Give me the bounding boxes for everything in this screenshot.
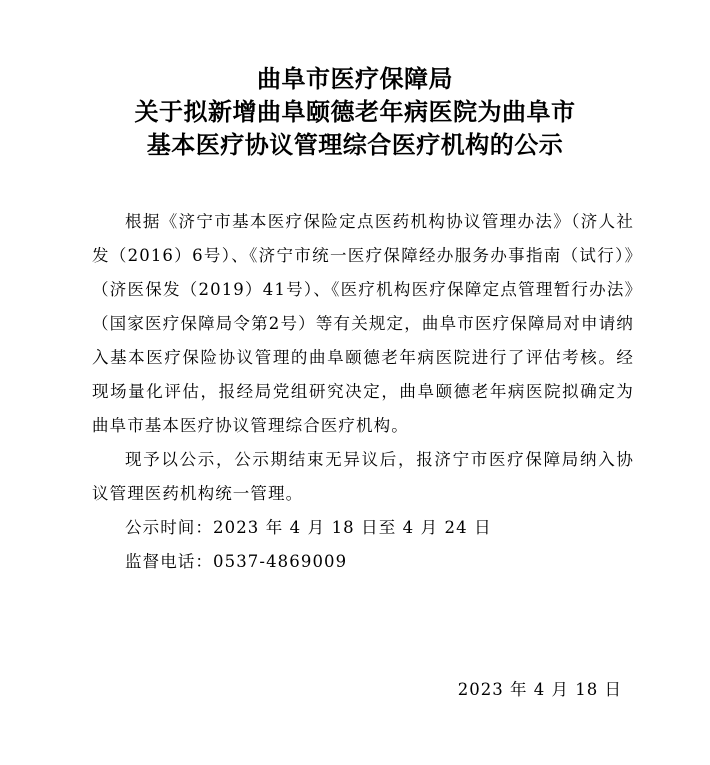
title-line-subject-cont: 基本医疗协议管理综合医疗机构的公示: [146, 131, 564, 159]
document-body: [92, 205, 634, 579]
paragraph-announcement: 现予以公示，公示期结束无异议后，报济宁市医疗保障局纳入协议管理医药机构统一管理。: [92, 450, 634, 503]
paragraph-basis: 根据《济宁市基本医疗保险定点医药机构协议管理办法》（济人社发（2016）6号）、《济宁市统一医疗保障经办服务办事指南（试行）》（济医保发（2019）41号）、《医疗机构医疗保障定点管理暂行办法》（国家医疗保障局令第2号）等有关规定，曲阜市医疗保障局对申请纳入基本医疗保险协议管理的曲阜颐德老年病医院进行了评估考核。经现场量化评估，报经局党组研究决定，曲阜颐德老年病医院拟确定为曲阜市基本医疗协议管理综合医疗机构。: [92, 212, 634, 435]
title-line-issuer: 曲阜市医疗保障局: [257, 65, 453, 93]
document-title: [0, 63, 710, 162]
notice-period: 公示时间：2023 年 4 月 18 日至 4 月 24 日: [125, 518, 492, 537]
supervision-hotline: 监督电话：0537-4869009: [125, 552, 348, 571]
title-line-subject: 关于拟新增曲阜颐德老年病医院为曲阜市: [134, 98, 576, 126]
document-date: 2023 年 4 月 18 日: [457, 680, 622, 699]
